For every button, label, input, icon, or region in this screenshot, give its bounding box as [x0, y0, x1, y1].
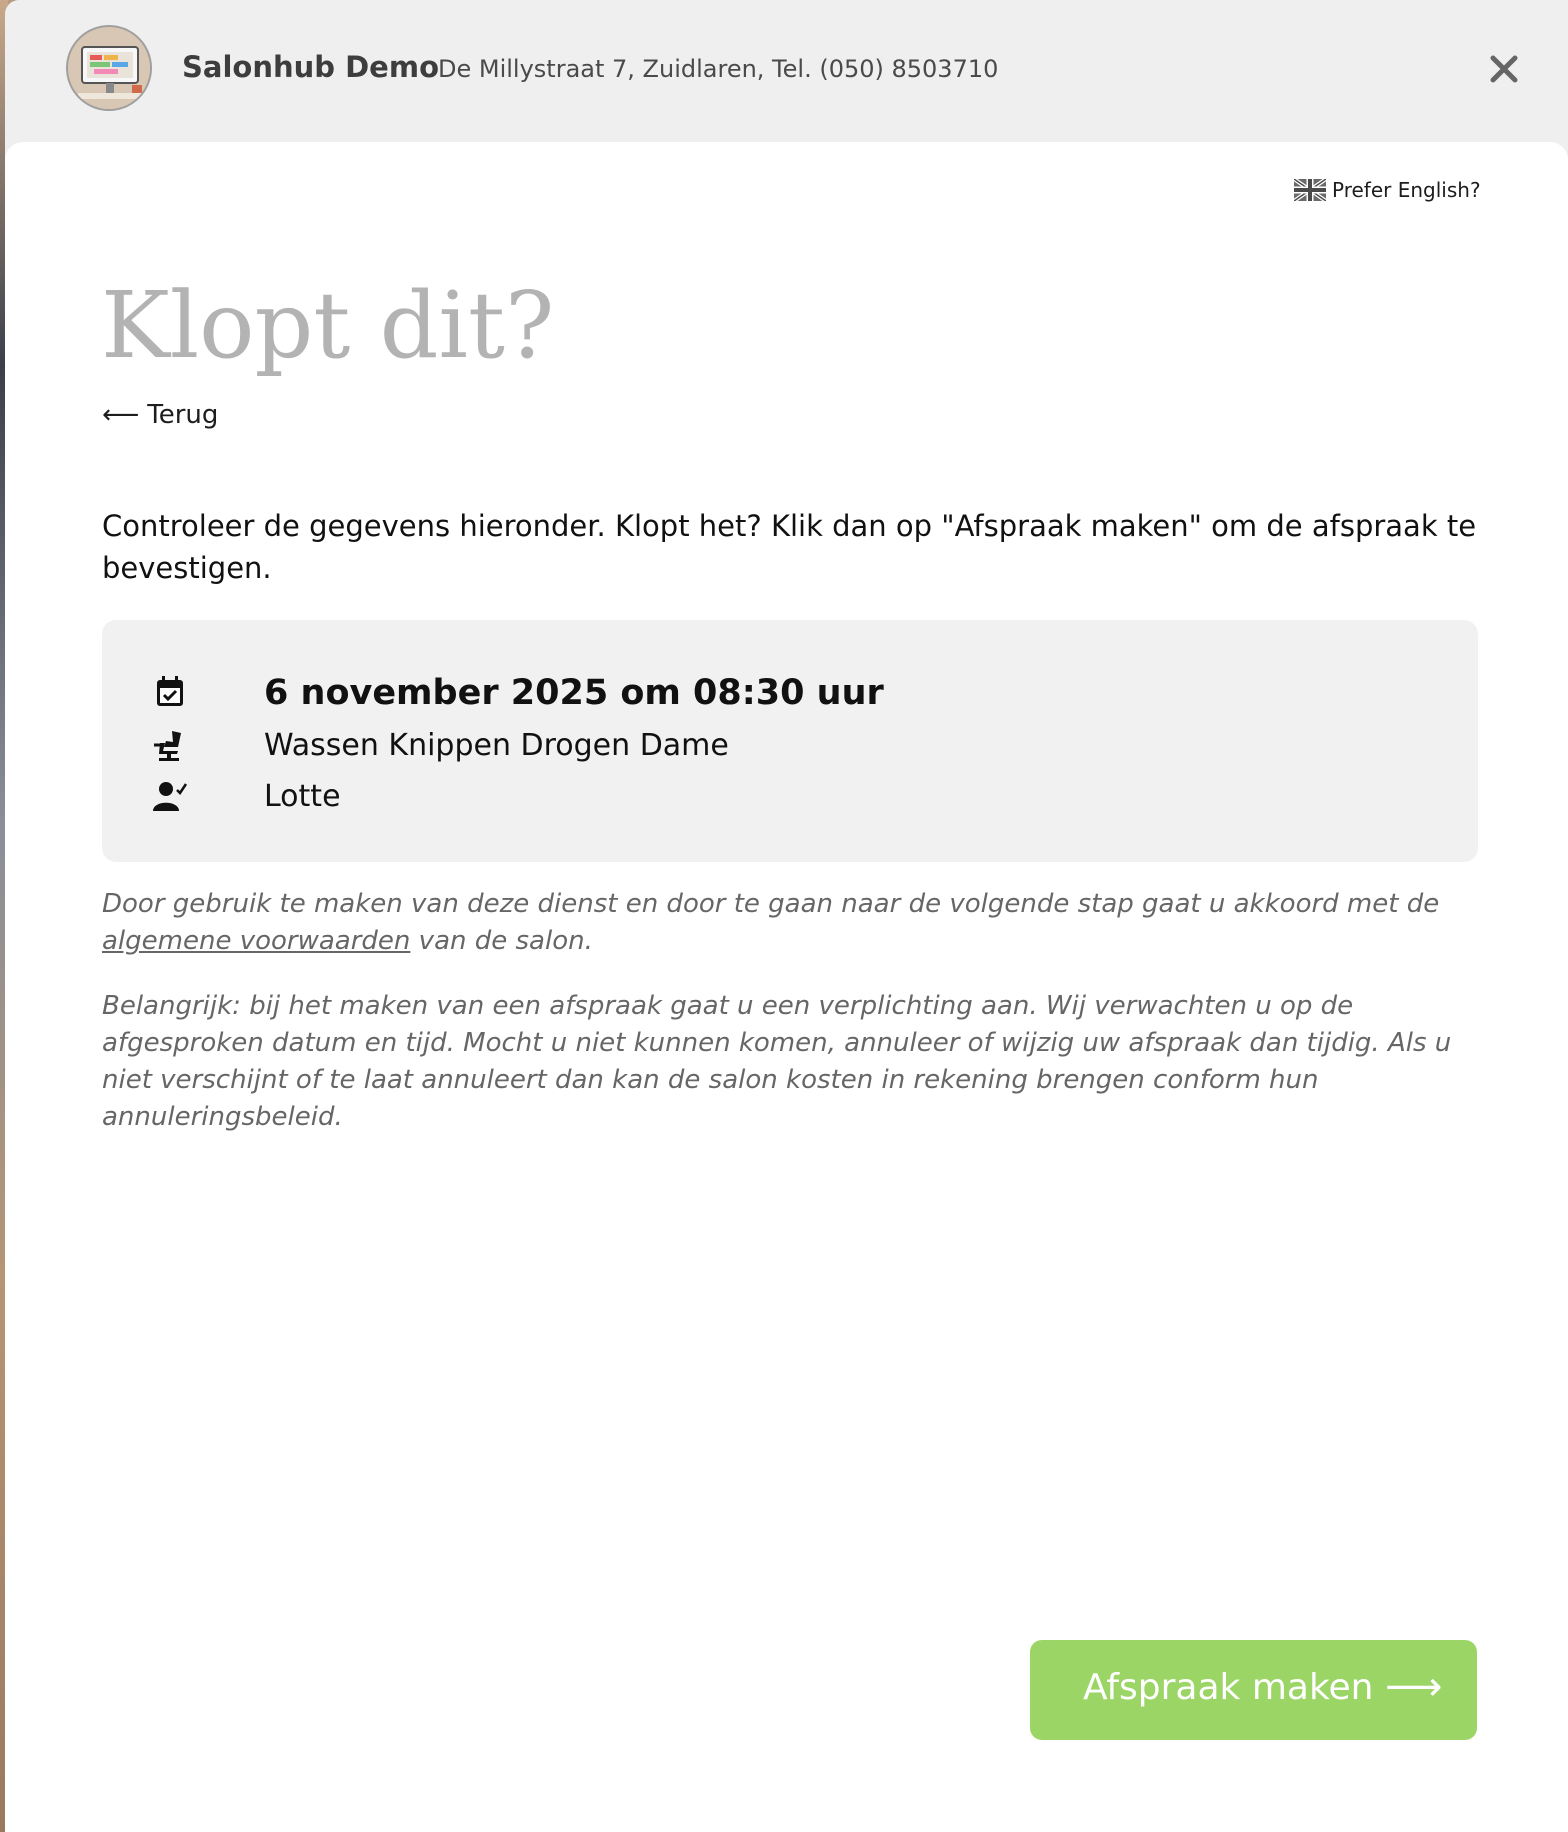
uk-flag-icon	[1294, 179, 1326, 201]
close-button[interactable]	[1485, 50, 1523, 88]
terms-text-after: van de salon.	[410, 926, 593, 956]
back-link[interactable]	[102, 400, 218, 430]
salon-logo	[66, 25, 152, 111]
page-title: Klopt dit?	[101, 272, 555, 379]
back-arrow-icon: ⟵	[102, 400, 140, 430]
appointment-employee: Lotte	[264, 779, 341, 814]
terms-link[interactable]: algemene voorwaarden	[102, 926, 411, 956]
language-switch-link[interactable]	[1294, 178, 1481, 204]
booking-modal	[5, 0, 1568, 1832]
calendar-check-icon	[152, 674, 188, 710]
person-check-icon	[152, 778, 188, 814]
intro-text: Controleer de gegevens hieronder. Klopt het? Klik dan op "Afspraak maken" om de afspraak te bevestigen.	[102, 509, 1477, 585]
salon-address: De Millystraat 7, Zuidlaren, Tel. (050) 8503710	[438, 55, 999, 83]
language-switch-label: Prefer English?	[1332, 178, 1481, 202]
salon-chair-icon	[152, 727, 188, 763]
make-appointment-label: Afspraak maken	[1083, 1667, 1374, 1708]
content-card	[5, 142, 1568, 1832]
appointment-summary	[102, 620, 1478, 862]
close-icon[interactable]	[1485, 50, 1523, 88]
cancellation-notice: Belangrijk: bij het maken van een afspraak gaat u een verplichting aan. Wij verwachten u op de afgesproken datum en tijd. Mocht u niet kunnen komen, annuleer of wijzig uw afspraak dan tijdig. Als u niet verschijnt of te laat annuleert dan kan de salon kosten in rekening brengen conform hun annuleringsbeleid.	[102, 991, 1452, 1132]
modal-header	[5, 0, 1568, 142]
appointment-datetime: 6 november 2025 om 08:30 uur	[264, 673, 884, 713]
back-label: Terug	[147, 400, 219, 430]
salon-logo-image	[68, 27, 152, 111]
terms-text-before: Door gebruik te maken van deze dienst en door te gaan naar de volgende stap gaat u akkoord met de	[102, 889, 1440, 919]
salon-name: Salonhub Demo	[182, 50, 439, 84]
arrow-right-icon: ⟶	[1385, 1664, 1443, 1710]
appointment-service: Wassen Knippen Drogen Dame	[264, 728, 729, 763]
terms-text	[102, 886, 1482, 960]
make-appointment-button[interactable]	[1030, 1640, 1477, 1740]
